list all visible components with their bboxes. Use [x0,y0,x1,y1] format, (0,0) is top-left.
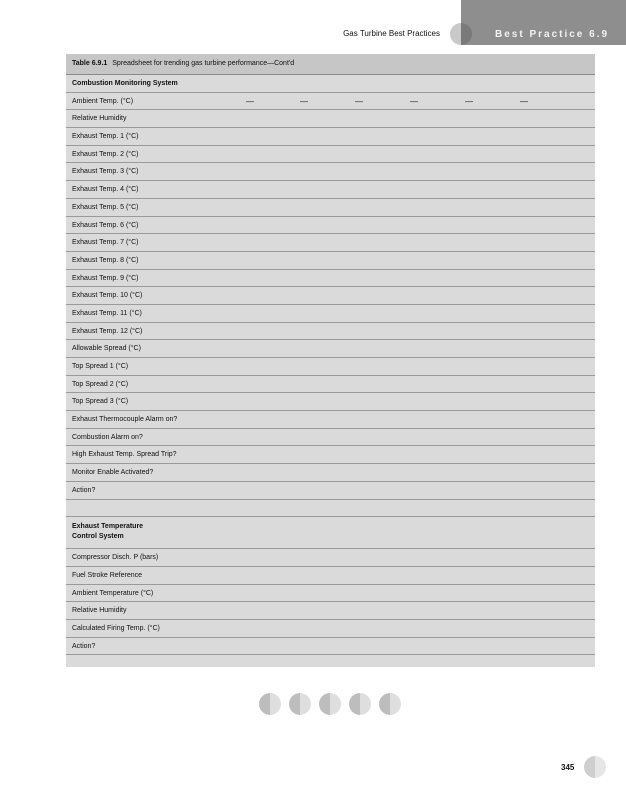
empty-cell-dash: — [300,96,308,106]
table-row: Exhaust Temp. 1 (°C) [66,128,595,146]
section-title-exhaust-temperature-control [66,517,595,549]
table-row: Monitor Enable Activated? [66,464,595,482]
table-row: Top Spread 1 (°C) [66,358,595,376]
table-row: Allowable Spread (°C) [66,340,595,358]
table-caption [66,54,595,75]
table-row: Exhaust Temp. 5 (°C) [66,199,595,217]
table-row-blank [66,500,595,518]
running-header-title: Gas Turbine Best Practices [343,29,440,38]
table-row: Exhaust Temp. 10 (°C) [66,287,595,305]
decorative-dots [259,693,401,715]
table-row: Exhaust Temp. 2 (°C) [66,146,595,164]
empty-cell-dash: — [520,96,528,106]
table-number: Table 6.9.1 [72,60,108,67]
empty-cell-dash: — [246,96,254,106]
table-caption-text: Spreadsheet for trending gas turbine performance—Cont'd [112,60,295,67]
empty-cell-dash: — [465,96,473,106]
table-row: Exhaust Temp. 8 (°C) [66,252,595,270]
section-title-combustion-monitoring: Combustion Monitoring System [66,75,595,93]
table-row: High Exhaust Temp. Spread Trip? [66,446,595,464]
empty-cell-dash: — [410,96,418,106]
decorative-dot [289,693,311,715]
decorative-dot [259,693,281,715]
table-row: Exhaust Temp. 12 (°C) [66,323,595,341]
performance-spreadsheet-table [66,54,595,667]
table-row: Exhaust Temp. 6 (°C) [66,217,595,235]
page-number: 345 [561,763,575,772]
table-row: Fuel Stroke Reference [66,567,595,585]
empty-cell-dash: — [355,96,363,106]
table-row: Ambient Temperature (°C) [66,585,595,603]
best-practice-label: Best Practice 6.9 [495,29,610,40]
page-number-circle [584,756,606,778]
header-circle-ornament [450,23,472,45]
table-row: Relative Humidity [66,110,595,128]
table-row: Action? [66,482,595,500]
table-row-blank [66,655,595,667]
table-row: Relative Humidity [66,602,595,620]
decorative-dot [379,693,401,715]
table-row: Combustion Alarm on? [66,429,595,447]
table-row [66,93,595,111]
section-title-line: Exhaust Temperature [72,523,144,531]
table-row: Exhaust Temp. 3 (°C) [66,163,595,181]
table-row: Calculated Firing Temp. (°C) [66,620,595,638]
table-row: Exhaust Thermocouple Alarm on? [66,411,595,429]
decorative-dot [319,693,341,715]
table-row: Compressor Disch. P (bars) [66,549,595,567]
table-row: Exhaust Temp. 9 (°C) [66,270,595,288]
section-title-line: Control System [72,533,124,541]
table-row: Exhaust Temp. 11 (°C) [66,305,595,323]
decorative-dot [349,693,371,715]
row-label: Ambient Temp. (°C) [72,97,134,105]
table-row: Action? [66,638,595,656]
table-row: Top Spread 3 (°C) [66,393,595,411]
table-row: Exhaust Temp. 7 (°C) [66,234,595,252]
table-row: Exhaust Temp. 4 (°C) [66,181,595,199]
table-row: Top Spread 2 (°C) [66,376,595,394]
